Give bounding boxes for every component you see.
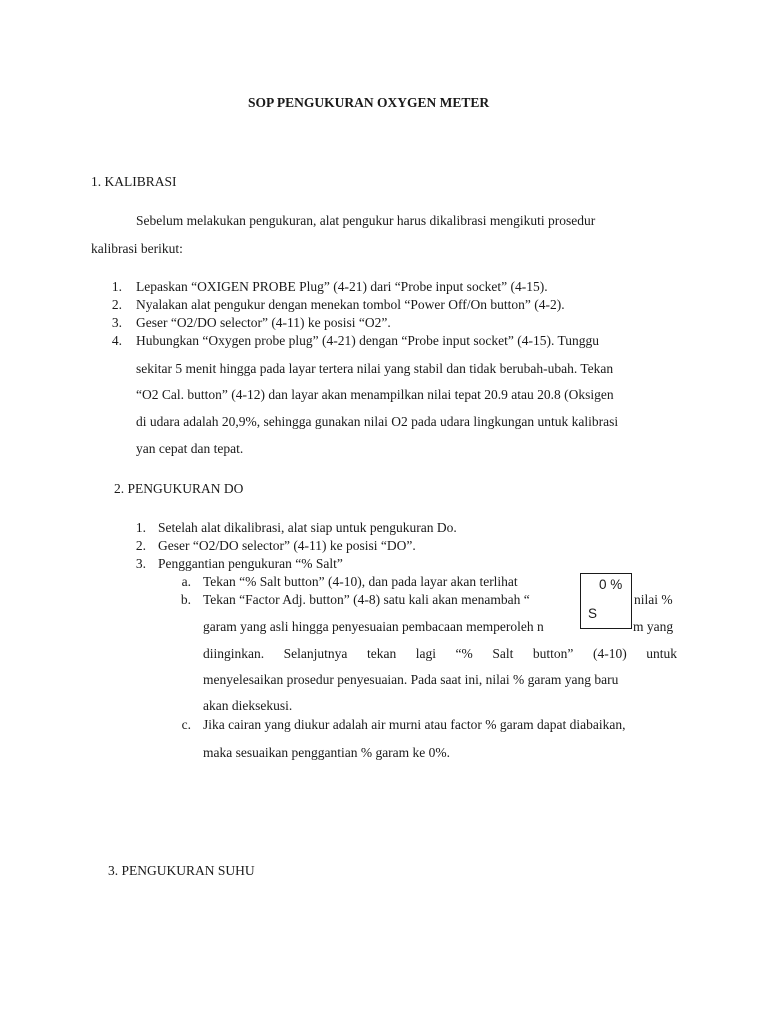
sublist-letter: a. [181,574,191,589]
sublist-item: Tekan “Factor Adj. button” (4-8) satu kali akan menambah “ [203,592,530,607]
sublist-letter: b. [180,592,191,607]
sublist-item-fragment: m yang [633,619,674,634]
list-item-continuation: di udara adalah 20,9%, sehingga gunakan nilai O2 pada udara lingkungan untuk kalibrasi [136,414,619,429]
list-item: Geser “O2/DO selector” (4-11) ke posisi “DO”. [158,538,416,553]
list-number: 3. [111,315,122,330]
sublist-item: Jika cairan yang diukur adalah air murni atau factor % garam dapat diabaikan, [203,717,626,732]
display-box-value: 0 % [599,577,623,592]
sublist-item-continuation: menyelesaikan prosedur penyesuaian. Pada saat ini, nilai % garam yang baru [203,672,619,687]
sublist-item-continuation: garam yang asli hingga penyesuaian pembacaan memperoleh n [203,619,544,634]
intro-line-2: kalibrasi berikut: [91,241,183,256]
sublist-item-continuation: akan dieksekusi. [203,698,293,713]
list-item: Penggantian pengukuran “% Salt” [158,556,343,571]
section-heading-pengukuran-suhu: 3. PENGUKURAN SUHU [108,863,255,878]
list-item: Lepaskan “OXIGEN PROBE Plug” (4-21) dari “Probe input socket” (4-15). [136,279,548,294]
list-item: Setelah alat dikalibrasi, alat siap untuk pengukuran Do. [158,520,457,535]
list-item-continuation: sekitar 5 menit hingga pada layar tertera nilai yang stabil dan tidak berubah-ubah. Tekan [136,361,614,376]
list-number: 2. [111,297,122,312]
display-box [580,573,632,629]
sublist-item-fragment: nilai % [634,592,673,607]
list-item-continuation: yan cepat dan tepat. [136,441,244,456]
display-box-unit: S [588,606,598,621]
list-item: Geser “O2/DO selector” (4-11) ke posisi “O2”. [136,315,391,330]
sublist-item-continuation: maka sesuaikan penggantian % garam ke 0%. [203,745,451,760]
sublist-letter: c. [181,717,191,732]
list-number: 2. [135,538,146,553]
section-heading-pengukuran-do: 2. PENGUKURAN DO [114,481,244,496]
section-heading-kalibrasi: 1. KALIBRASI [91,174,177,189]
list-number: 3. [135,556,146,571]
page-title: SOP PENGUKURAN OXYGEN METER [248,95,490,110]
list-item-continuation: “O2 Cal. button” (4-12) dan layar akan menampilkan nilai tepat 20.9 atau 20.8 (Oksigen [136,387,614,402]
list-item: Nyalakan alat pengukur dengan menekan tombol “Power Off/On button” (4-2). [136,297,565,312]
list-number: 1. [111,279,122,294]
list-number: 4. [111,333,122,348]
list-item: Hubungkan “Oxygen probe plug” (4-21) dengan “Probe input socket” (4-15). Tunggu [136,333,600,348]
intro-line-1: Sebelum melakukan pengukuran, alat pengukur harus dikalibrasi mengikuti prosedur [136,213,596,228]
sublist-item-continuation: diinginkan. Selanjutnya tekan lagi “% Salt button” (4-10) untuk [203,646,677,661]
sublist-item: Tekan “% Salt button” (4-10), dan pada layar akan terlihat [203,574,518,589]
list-number: 1. [135,520,146,535]
